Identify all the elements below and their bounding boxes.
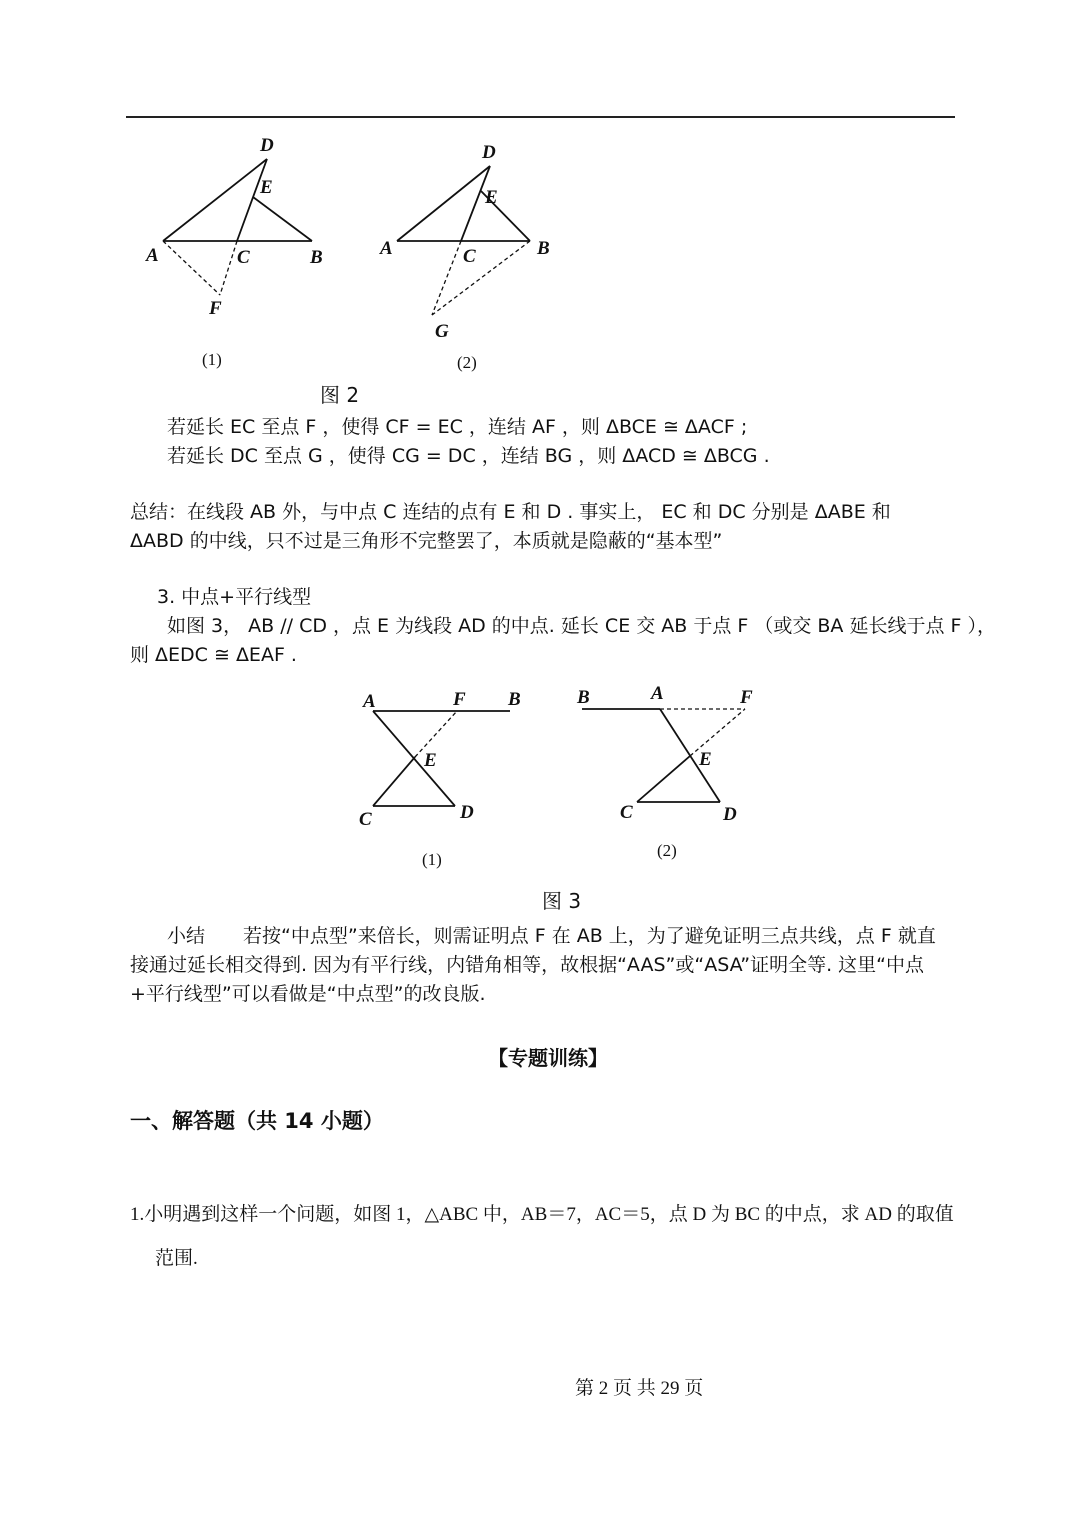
segment-CG [432, 241, 461, 315]
paragraph-line: 若延长 DC 至点 G ，使得 CG = DC ，连结 BG ，则 ΔACD ≅ ΔBCG . [167, 445, 770, 467]
header-rule [126, 116, 955, 118]
summary-line: ΔABD 的中线，只不过是三角形不完整罢了，本质就是隐蔽的“基本型” [130, 530, 723, 552]
label-F: F [453, 689, 466, 710]
label-D: D [260, 135, 274, 156]
conclusion-line: 小结 若按“中点型”来倍长，则需证明点 F 在 AB 上，为了避免证明三点共线，点 F 就直 [167, 925, 936, 947]
label-C: C [620, 802, 633, 823]
label-D: D [723, 804, 737, 825]
figure-2-part-1 [130, 130, 360, 380]
summary-line: 总结：在线段 AB 外，与中点 C 连结的点有 E 和 D . 事实上， EC 和 DC 分别是 ΔABE 和 [130, 501, 891, 523]
label-A: A [146, 245, 159, 266]
paragraph-line: 若延长 EC 至点 F ，使得 CF = EC ，连结 AF ，则 ΔBCE ≅ ΔACF ; [167, 416, 748, 438]
segment-CE [373, 757, 415, 806]
section-3-title: 3. 中点+平行线型 [157, 586, 312, 608]
label-A: A [380, 238, 393, 259]
label-F: F [740, 687, 753, 708]
segment-EB [253, 197, 312, 241]
figure-3-title: 图 3 [542, 889, 582, 913]
conclusion-line: +平行线型”可以看做是“中点型”的改良版. [130, 983, 486, 1005]
label-B: B [537, 238, 550, 259]
label-D: D [460, 802, 474, 823]
caption-2: (2) [457, 353, 477, 372]
question-1-line: 1.小明遇到这样一个问题，如图 1，△ABC 中，AB＝7，AC＝5，点 D 为 BC 的中点，求 AD 的取值 [130, 1204, 954, 1225]
conclusion-line: 接通过延长相交得到. 因为有平行线，内错角相等，故根据“AAS”或“ASA”证明全等. 这里“中点 [130, 954, 925, 976]
caption-1: (1) [202, 350, 222, 369]
label-B: B [310, 247, 323, 268]
question-1-line: 范围. [155, 1248, 198, 1269]
figure-2-title: 图 2 [320, 383, 360, 407]
label-E: E [485, 187, 498, 208]
label-A: A [363, 691, 376, 712]
caption-2: (2) [657, 841, 677, 860]
caption-1: (1) [422, 850, 442, 869]
page-footer: 第 2 页 共 29 页 [575, 1378, 704, 1399]
segment-CE [637, 756, 690, 802]
section-1-heading: 一、解答题（共 14 小题） [130, 1109, 384, 1133]
label-C: C [359, 809, 372, 830]
label-D: D [482, 142, 496, 163]
label-G: G [435, 321, 449, 342]
label-F: F [209, 298, 222, 319]
label-E: E [424, 750, 437, 771]
section-3-line: 如图 3， AB // CD ，点 E 为线段 AD 的中点. 延长 CE 交 AB 于点 F （或交 BA 延长线于点 F ）， [167, 615, 996, 637]
figure-3-part-1 [350, 685, 540, 875]
label-B: B [508, 689, 521, 710]
training-heading: 【专题训练】 [488, 1046, 608, 1070]
segment-BG [432, 241, 530, 315]
figure-2-part-2 [370, 135, 570, 385]
label-E: E [260, 177, 273, 198]
label-A: A [651, 683, 664, 704]
label-E: E [699, 749, 712, 770]
figure-3-part-2 [570, 675, 770, 865]
segment-CF [220, 241, 237, 295]
segment-AF [163, 241, 220, 295]
label-C: C [237, 247, 250, 268]
section-3-line: 则 ΔEDC ≅ ΔEAF . [130, 644, 297, 666]
label-B: B [577, 687, 590, 708]
label-C: C [463, 246, 476, 267]
